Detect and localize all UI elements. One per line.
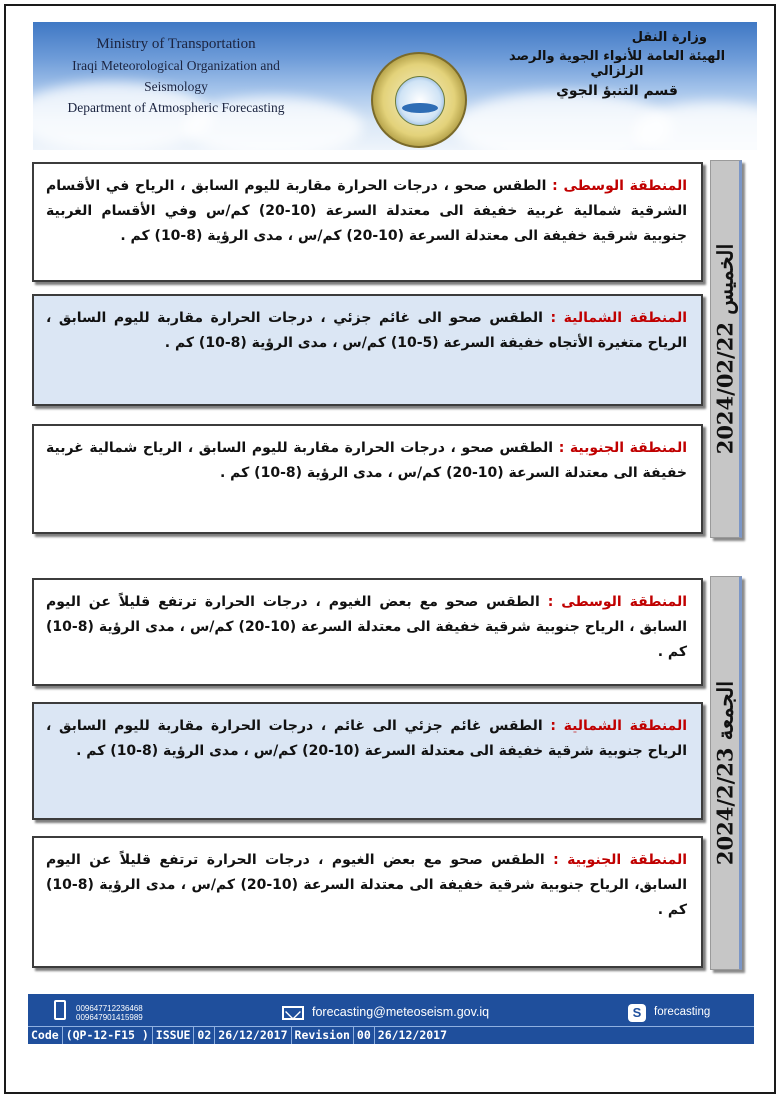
code-value: (QP-12-F15 ): [63, 1027, 153, 1044]
mail-icon: [282, 1006, 304, 1020]
email-link[interactable]: forecasting@meteoseism.gov.iq: [312, 1005, 490, 1019]
forecast-text: الطقس صحو ، درجات الحرارة مقاربة لليوم السابق ، الرياح في الأقسام الشرقية شمالية غربية خفيفة الى معتدلة السرعة (10-20) كم/س وفي الأقسام الغربية جنوبية شرقية خفيفة الى معتدلة السرعة (10-20) كم/س ، مدى الرؤية (8-10) كم .: [46, 178, 688, 244]
region-label: المنطقة الجنوبية :: [558, 440, 687, 456]
skype-icon: S: [628, 1004, 646, 1022]
date-label: الجمعة 2024/2/23: [712, 680, 738, 866]
document-code-row: [28, 1026, 754, 1044]
ministry-name: Ministry of Transportation: [96, 36, 256, 52]
forecast-text: الطقس صحو ، درجات الحرارة مقاربة لليوم السابق ، الرياح شمالية غربية خفيفة الى معتدلة السرعة (10-20) كم/س ، مدى الرؤية (8-10) كم .: [46, 440, 687, 481]
forecast-day1-south: [32, 424, 703, 534]
organization-name-ar: الهيئة العامة للأنواء الجوية والرصد الزلزالي: [508, 49, 726, 79]
footer: [28, 994, 754, 1044]
header-english: [61, 34, 291, 118]
forecast-day2-north: [32, 702, 703, 820]
forecast-text: الطقس غائم جزئي الى غائم ، درجات الحرارة مقاربة لليوم السابق ، الرياح جنوبية شرقية خفيفة الى معتدلة السرعة (10-20) كم/س ، مدى الرؤية (8-10) كم .: [46, 718, 687, 759]
ministry-name-ar: وزارة النقل: [631, 30, 707, 45]
phone-numbers: [76, 1004, 143, 1022]
forecast-day1-north: [32, 294, 703, 406]
date-label: الخميس 2024/02/22: [712, 243, 738, 455]
department-name: Department of Atmospheric Forecasting: [67, 100, 285, 115]
forecast-day2-south: [32, 836, 703, 968]
forecast-day2-central: [32, 578, 703, 686]
header-banner: [33, 22, 757, 150]
revision-label: Revision: [292, 1027, 354, 1044]
revision-number: 00: [354, 1027, 375, 1044]
phone-1: 009647712236468: [76, 1004, 143, 1013]
header-arabic: [497, 30, 737, 99]
region-label: المنطقة الجنوبية :: [553, 852, 688, 868]
code-label: Code: [28, 1027, 63, 1044]
phone-2: 009647901415989: [76, 1013, 143, 1022]
forecast-day1-central: [32, 162, 703, 282]
forecast-text: الطقس صحو مع بعض الغيوم ، درجات الحرارة ترتفع قليلاً عن اليوم السابق، الرياح جنوبية شرقية خفيفة الى معتدلة السرعة (10-20) كم/س ، مدى الرؤية (8-10) كم .: [46, 852, 687, 918]
issue-date: 26/12/2017: [215, 1027, 291, 1044]
forecast-text: الطقس صحو الى غائم جزئي ، درجات الحرارة مقاربة لليوم السابق ، الرياح متغيرة الأتجاه خفيفة السرعة (5-10) كم/س ، مدى الرؤية (8-10) كم .: [46, 310, 687, 351]
phone-icon: [54, 1000, 66, 1020]
organization-name: Iraqi Meteorological Organization and Seismology: [72, 58, 280, 94]
forecast-text: الطقس صحو مع بعض الغيوم ، درجات الحرارة ترتفع قليلاً عن اليوم السابق ، الرياح جنوبية شرقية خفيفة الى معتدلة السرعة (10-20) كم/س ، مدى الرؤية (8-10) كم .: [46, 594, 687, 660]
skype-label[interactable]: forecasting: [654, 1006, 711, 1018]
region-label: المنطقة الوسطى :: [552, 178, 688, 194]
region-label: المنطقة الشمالية :: [550, 310, 687, 326]
region-label: المنطقة الوسطى :: [547, 594, 688, 610]
issue-number: 02: [194, 1027, 215, 1044]
date-bar-day1: [710, 160, 742, 538]
region-label: المنطقة الشمالية :: [550, 718, 688, 734]
issue-label: ISSUE: [153, 1027, 195, 1044]
revision-date: 26/12/2017: [377, 1028, 448, 1042]
department-name-ar: قسم التنبؤ الجوي: [556, 83, 678, 99]
date-bar-day2: [710, 576, 742, 970]
organization-logo: [371, 52, 467, 148]
